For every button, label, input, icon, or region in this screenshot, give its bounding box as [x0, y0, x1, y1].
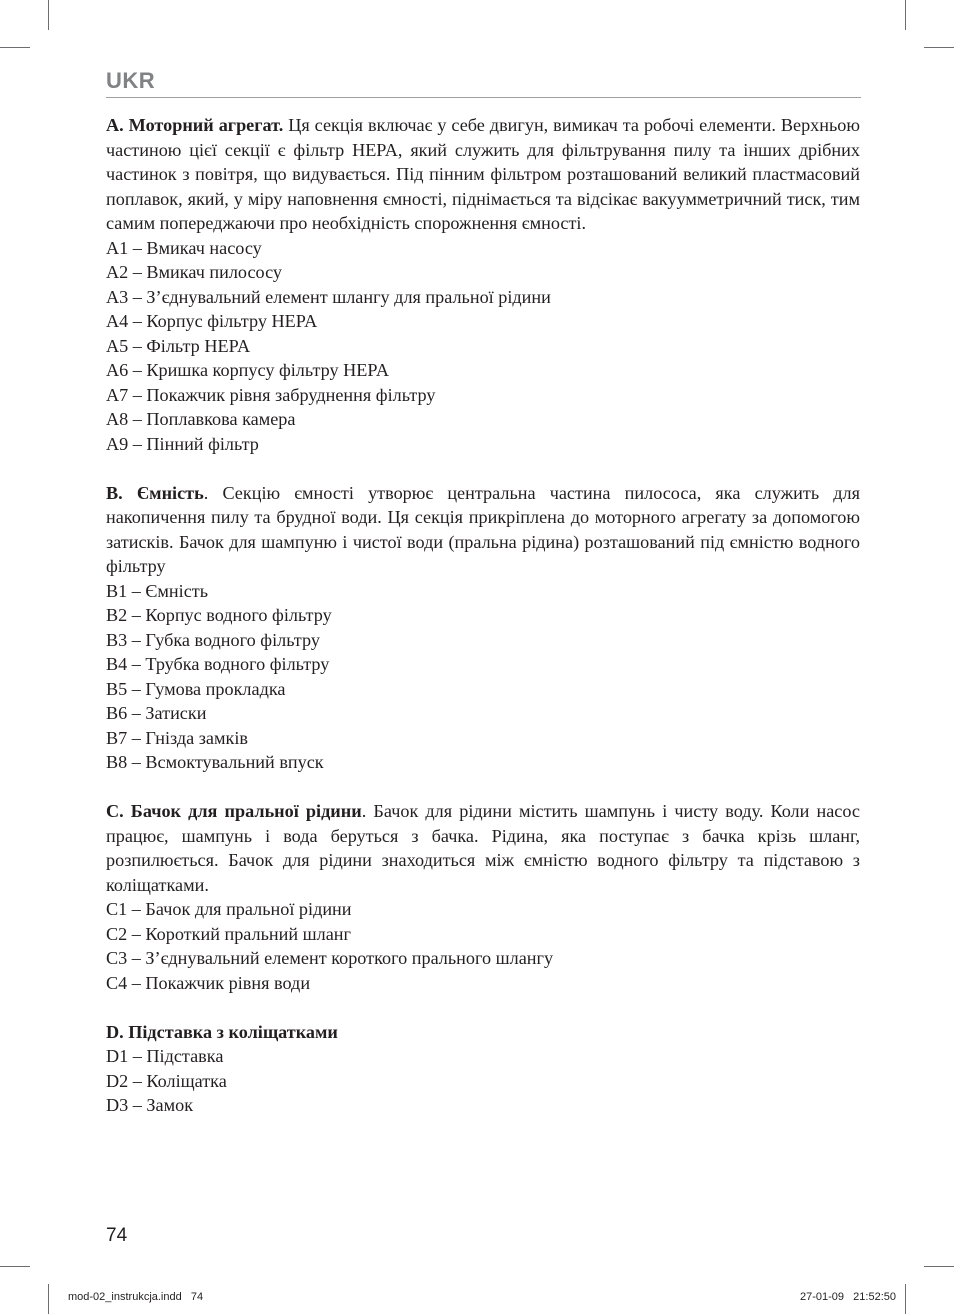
list-item: D3 – Замок: [106, 1095, 194, 1115]
section-d-list: [106, 1044, 860, 1118]
page-number: 74: [106, 1225, 128, 1246]
crop-mark-top-left: [48, 0, 49, 30]
section-b-paragraph: [106, 481, 860, 579]
list-item: B6 – Затиски: [106, 703, 207, 723]
list-item: A4 – Корпус фільтру HEPA: [106, 311, 318, 331]
list-item: A3 – З’єднувальний елемент шлангу для пральної рідини: [106, 286, 551, 307]
section-b-title: B. Ємність: [106, 482, 204, 503]
crop-mark-right-top: [924, 47, 954, 48]
list-item: A9 – Пінний фільтр: [106, 433, 259, 454]
list-item: D1 – Підставка: [106, 1046, 224, 1066]
crop-mark-bottom-right: [905, 1284, 906, 1314]
crop-mark-right-bottom: [924, 1266, 954, 1267]
page-content: [106, 113, 860, 1118]
crop-mark-bottom-left: [48, 1284, 49, 1314]
section-a-paragraph: [106, 113, 860, 236]
spacer: [106, 775, 860, 800]
list-item: B7 – Гнізда замків: [106, 727, 248, 748]
footer-file-info: mod-02_instrukcja.indd 74: [68, 1291, 204, 1303]
list-item: A2 – Вмикач пилососу: [106, 262, 283, 282]
list-item: B1 – Ємність: [106, 580, 209, 601]
list-item: B4 – Трубка водного фільтру: [106, 654, 330, 674]
list-item: B8 – Всмоктувальний впуск: [106, 752, 324, 772]
section-a-list: [106, 236, 860, 457]
language-label: UKR: [106, 68, 156, 93]
list-item: A1 – Вмикач насосу: [106, 237, 262, 258]
spacer: [106, 456, 860, 481]
list-item: C1 – Бачок для пральної рідини: [106, 899, 352, 919]
footer-timestamp: 27-01-09 21:52:50: [799, 1291, 896, 1303]
section-c-text: . Бачок для рідини містить шампунь і чисту воду. Коли насос працює, шампунь і вода беруться з бачка. Рідина, яка поступає з бачка крізь шланг, розпилюється. Бачок для рідини знаходиться між ємністю водного фільтру та підставою з коліщатками.: [106, 801, 860, 895]
list-item: B5 – Гумова прокладка: [106, 678, 286, 699]
list-item: B2 – Корпус водного фільтру: [106, 605, 332, 625]
section-c-list: [106, 897, 860, 995]
crop-mark-left-bottom: [0, 1266, 30, 1267]
section-d-title: D. Підставка з коліщатками: [106, 1021, 338, 1042]
header-divider: [106, 97, 861, 98]
list-item: C4 – Покажчик рівня води: [106, 972, 311, 993]
list-item: C2 – Короткий пральний шланг: [106, 923, 351, 944]
section-b-text: . Секцію ємності утворює центральна частина пилососа, яка служить для накопичення пилу та брудної води. Ця секція прикріплена до моторного агрегату за допомогою затисків. Бачок для шампуню і чистої води (пральна рідина) розташований під ємністю водного фільтру: [106, 482, 860, 576]
list-item: A5 – Фільтр HEPA: [106, 335, 251, 356]
section-a-text: Ця секція включає у себе двигун, вимикач та робочі елементи. Верхньою частиною цієї секції є фільтр HEPA, який служить для фільтрування пилу та інших дрібних частинок з повітря, що видувається. Під пінним фільтром розташований великий пластмасовий поплавок, який, у міру наповнення ємності, піднімається та відсікає вакуумметричний тиск, тим самим попереджаючи про необхідність спорожнення ємності.: [106, 115, 860, 233]
crop-mark-top-right: [905, 0, 906, 30]
spacer: [106, 995, 860, 1020]
section-a-title: A. Моторний агрегат.: [106, 115, 284, 135]
section-c-title: C. Бачок для пральної рідини: [106, 801, 362, 821]
list-item: A6 – Кришка корпусу фільтру HEPA: [106, 360, 389, 380]
list-item: B3 – Губка водного фільтру: [106, 629, 320, 650]
section-b-list: [106, 579, 860, 775]
crop-mark-left-top: [0, 47, 30, 48]
list-item: C3 – З’єднувальний елемент короткого прального шлангу: [106, 948, 554, 968]
list-item: A7 – Покажчик рівня забруднення фільтру: [106, 384, 436, 405]
list-item: D2 – Коліщатка: [106, 1070, 227, 1091]
list-item: A8 – Поплавкова камера: [106, 409, 296, 429]
section-c-paragraph: [106, 799, 860, 897]
